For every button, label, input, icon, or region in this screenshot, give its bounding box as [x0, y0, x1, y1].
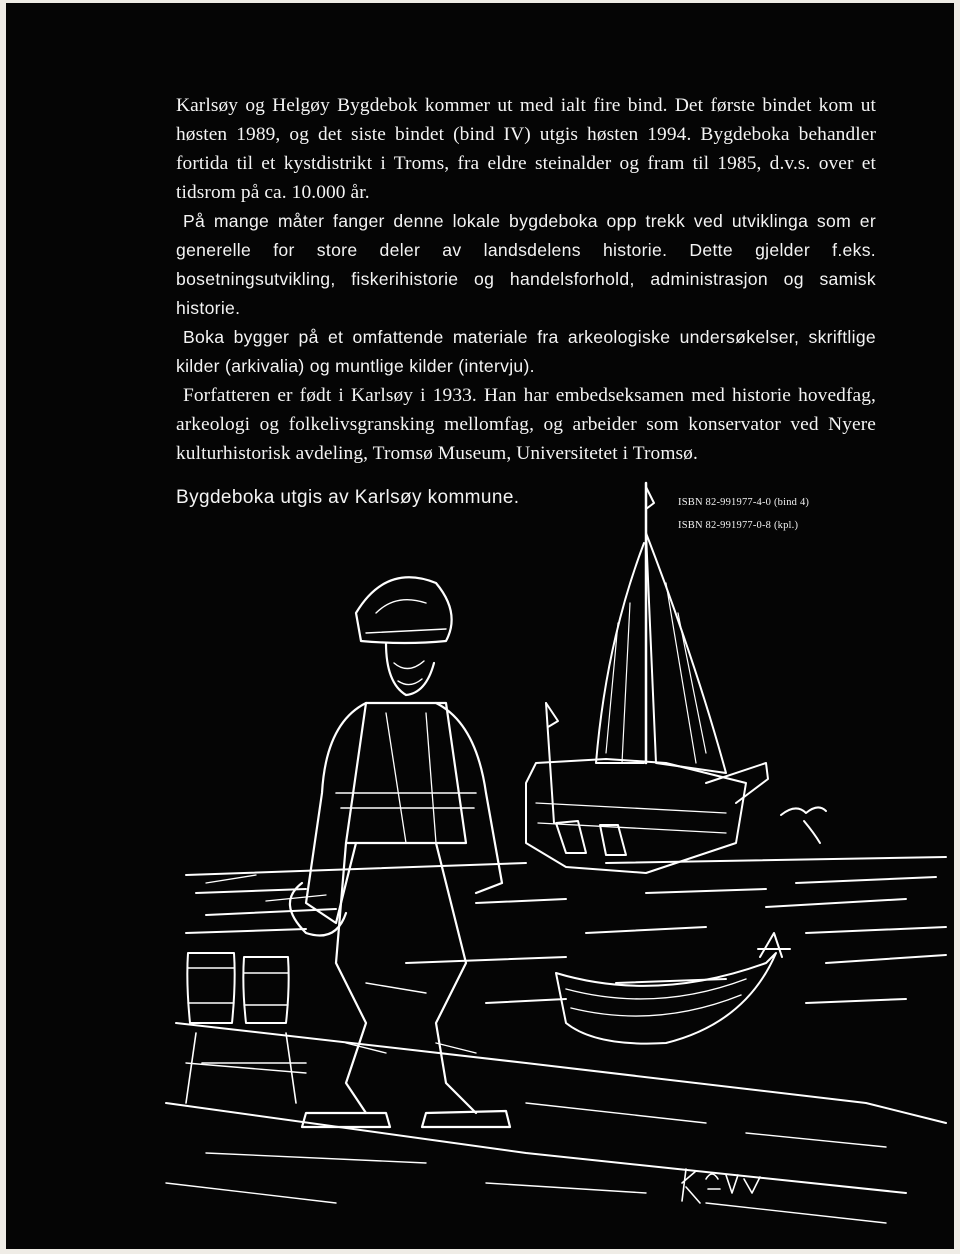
barrels-drawing: [186, 953, 306, 1103]
blurb-paragraph-3: Boka bygger på et omfattende materiale fra arkeologiske undersøkelser, skriftlige kilder (arkivalia) og muntlige kilder (intervju).: [176, 327, 876, 376]
blurb-paragraph-4: Forfatteren er født i Karlsøy i 1933. Han har embedseksamen med historie hovedfag, arkeologi og folkelivsgransking mellomfag, og arbeider som konservator ved Nyere kulturhistorisk avdeling, Tromsø Museum, Universitetet i Tromsø.: [176, 385, 876, 464]
isbn-volume: ISBN 82-991977-4-0 (bind 4): [678, 497, 810, 508]
rowboat-drawing: [556, 933, 790, 1044]
harbour-illustration: [6, 463, 954, 1249]
blurb-text: [176, 91, 876, 468]
blurb-paragraph-2: På mange måter fanger denne lokale bygdeboka opp trekk ved utviklinga som er generelle for store deler av landsdelens historie. Dette gjelder f.eks. bosetningsutvikling, fiskerihistorie og handelsforhold, administrasjon og samisk historie.: [176, 211, 876, 318]
ship-drawing: [526, 483, 768, 873]
bird-drawing: [781, 807, 826, 843]
figure-drawing: [290, 577, 510, 1127]
blurb-paragraph-1: Karlsøy og Helgøy Bygdebok kommer ut med ialt fire bind. Det første bindet kom ut høsten 1989, og det siste bindet (bind IV) utgis høsten 1994. Bygdeboka behandler fortida til et kystdistrikt i Troms, fra eldre steinalder og fram til 1985, d.v.s. over et tidsrom på ca. 10.000 år.: [176, 95, 876, 203]
sea-strokes: [186, 857, 946, 1003]
back-cover: [6, 3, 954, 1249]
quay-drawing: [166, 1023, 946, 1223]
isbn-complete: ISBN 82-991977-0-8 (kpl.): [678, 520, 799, 531]
publisher-line: Bygdeboka utgis av Karlsøy kommune.: [176, 487, 520, 508]
